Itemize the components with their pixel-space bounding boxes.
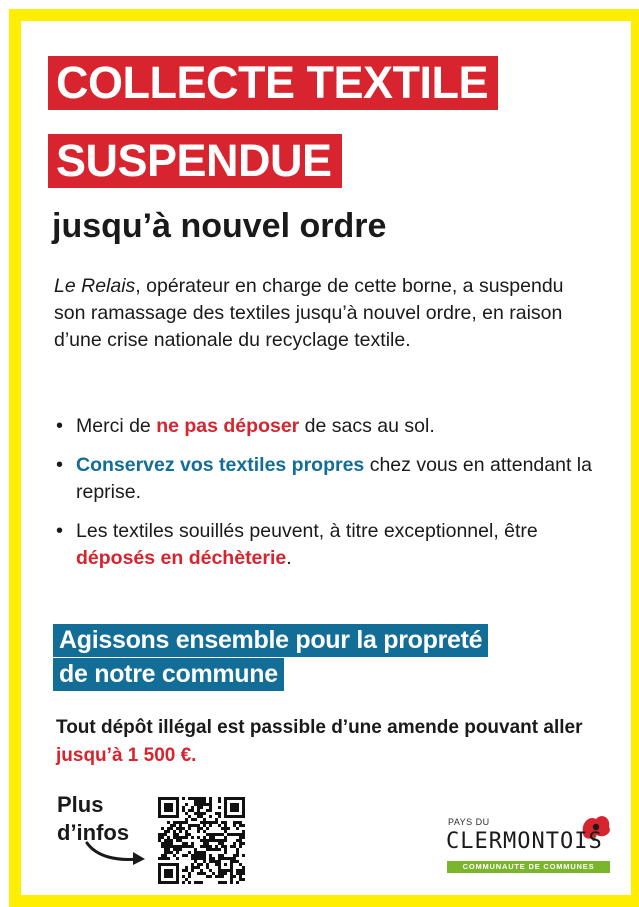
bullet-item [54, 452, 594, 506]
bullet-item [54, 518, 594, 572]
headline-line-2: SUSPENDUE [48, 134, 342, 188]
bullet-text-after: de sacs au sol. [299, 415, 435, 437]
fine-warning [56, 714, 596, 770]
bullet-text-after: chez vous en attendant la reprise. [76, 454, 592, 503]
headline-subtitle: jusqu’à nouvel ordre [52, 207, 387, 245]
logo-tagline: COMMUNAUTE DE COMMUNES [447, 861, 610, 873]
more-info-line-1: Plus [57, 792, 104, 817]
bullet-list [54, 413, 594, 584]
bullet-highlight: Conservez vos textiles propres [76, 454, 365, 476]
clermontois-logo [444, 815, 614, 885]
poster-content [21, 21, 631, 895]
operator-name: Le Relais [54, 275, 136, 297]
fine-amount: jusqu’à 1 500 €. [56, 745, 197, 766]
more-info-line-2: d’infos [57, 820, 130, 845]
qr-code[interactable] [158, 797, 245, 884]
poster-frame [9, 9, 639, 907]
intro-text: , opérateur en charge de cette borne, a suspendu son ramassage des textiles jusqu’à nouvel ordre, en raison d’une crise nationale du recyclage textile. [54, 275, 564, 351]
bullet-highlight: déposés en déchèterie [76, 547, 287, 569]
bullet-highlight: ne pas déposer [156, 415, 300, 437]
warning-text: Tout dépôt illégal est passible d’une amende pouvant aller [56, 717, 583, 738]
logo-subtitle: PAYS DU [448, 817, 490, 827]
bullet-text-after: . [286, 547, 292, 569]
bullet-text-before: Merci de [76, 415, 157, 437]
bullet-text-before: Les textiles souillés peuvent, à titre exceptionnel, être [76, 520, 538, 542]
callout-line-1: Agissons ensemble pour la propreté [53, 624, 488, 657]
logo-wordmark: CLERMONTOIS [446, 829, 603, 854]
bullet-item [54, 413, 594, 440]
headline-line-1: COLLECTE TEXTILE [48, 56, 498, 110]
curved-arrow-icon [83, 839, 153, 867]
intro-paragraph [54, 273, 594, 354]
callout-line-2: de notre commune [53, 658, 284, 691]
